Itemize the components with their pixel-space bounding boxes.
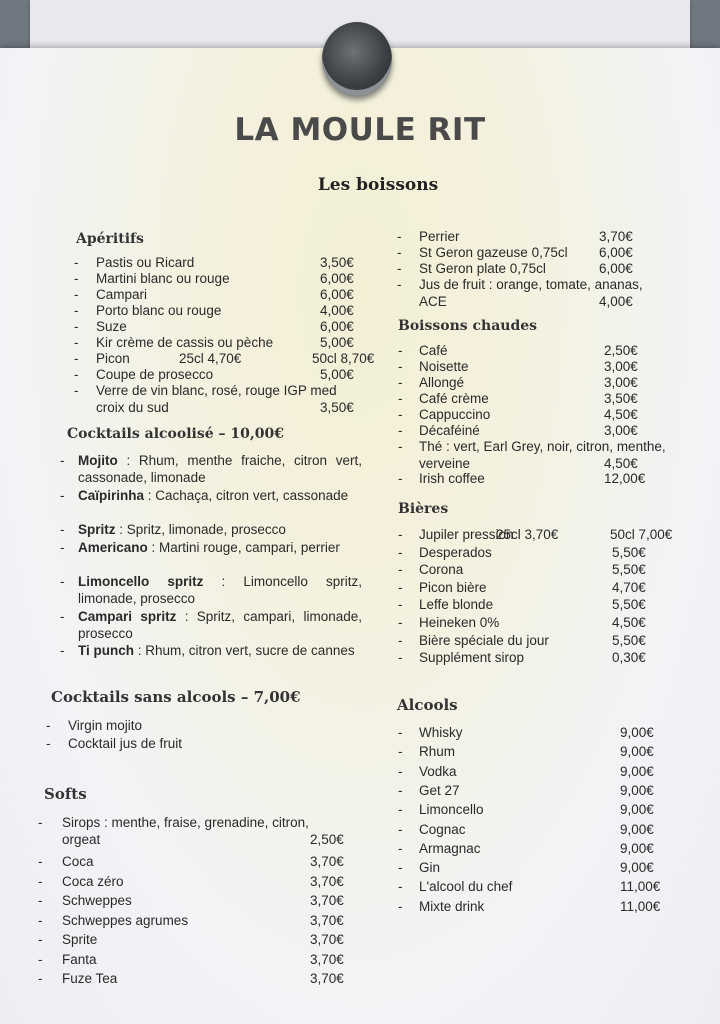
cocktail-ingredients: : Rhum, menthe fraiche, citron vert, cassonade, limonade <box>78 453 362 485</box>
item-price: 11,00€ <box>620 879 661 895</box>
item-name: Perrier <box>419 229 460 244</box>
dash: - <box>60 522 65 537</box>
item-name: Corona <box>419 562 464 578</box>
cocktail-ingredients: : Rhum, citron vert, sucre de cannes <box>134 643 355 658</box>
item-price: 9,00€ <box>620 821 654 837</box>
item-name: L'alcool du chef <box>419 879 513 895</box>
item-price: 6,00€ <box>320 287 354 302</box>
dash: - <box>398 802 403 818</box>
item-name-cont: croix du sud <box>96 400 169 415</box>
item-price: 50cl 7,00€ <box>610 527 673 542</box>
dash: - <box>38 971 43 986</box>
dash: - <box>398 840 403 856</box>
dash: - <box>60 487 65 503</box>
item-name: Desperados <box>419 544 492 560</box>
cocktail-text <box>78 539 362 556</box>
item-name: Coca <box>62 854 94 869</box>
item-name: Fuze Tea <box>62 971 118 986</box>
dash: - <box>398 471 403 486</box>
item-name: Café <box>419 343 448 358</box>
item-name: Cognac <box>419 821 466 837</box>
item-name: Supplément sirop <box>419 650 525 666</box>
item-name: Sirops : menthe, fraise, grenadine, citron, <box>62 815 309 830</box>
dash: - <box>398 597 403 613</box>
dash: - <box>74 351 79 366</box>
cocktail-name: Campari spritz <box>78 608 177 624</box>
item-price: 6,00€ <box>320 319 354 334</box>
dash: - <box>74 271 79 286</box>
dash: - <box>398 615 403 630</box>
dash: - <box>46 736 51 751</box>
item-name: Cocktail jus de fruit <box>68 736 183 751</box>
dash: - <box>46 718 51 733</box>
item-name: Schweppes agrumes <box>62 912 189 928</box>
dash: - <box>398 782 403 798</box>
dash: - <box>74 287 79 302</box>
dash: - <box>60 574 65 589</box>
item-name: Virgin mojito <box>68 718 143 733</box>
cocktail-name: Americano <box>78 539 148 555</box>
item-name: Décaféiné <box>419 423 480 438</box>
dash: - <box>398 343 403 358</box>
dash: - <box>397 245 402 260</box>
boissons-chaudes-heading: Boissons chaudes <box>398 318 538 334</box>
cocktail-text <box>78 608 362 642</box>
item-price: 3,70€ <box>310 971 344 986</box>
dash: - <box>398 744 403 760</box>
item-name: Fanta <box>62 951 97 967</box>
softs-heading: Softs <box>44 785 87 803</box>
dash: - <box>398 544 403 560</box>
cocktail-name: Limoncello spritz <box>78 574 204 589</box>
item-price: 9,00€ <box>620 782 654 798</box>
item-price: 2,50€ <box>604 343 638 358</box>
dash: - <box>398 879 403 895</box>
item-name: Picon bière <box>419 579 487 595</box>
item-name: Thé : vert, Earl Grey, noir, citron, menthe, <box>419 439 666 454</box>
item-price: 4,00€ <box>599 294 633 309</box>
dash: - <box>60 643 65 658</box>
item-price: 3,70€ <box>310 951 344 967</box>
dash: - <box>398 439 403 454</box>
item-price: 3,00€ <box>604 423 638 438</box>
item-price: 6,00€ <box>599 261 633 276</box>
item-name: Martini blanc ou rouge <box>96 271 230 286</box>
dash: - <box>398 821 403 837</box>
item-price: 2,50€ <box>310 832 344 847</box>
item-price-small: 25cl 4,70€ <box>179 351 242 366</box>
item-name: Noisette <box>419 359 469 374</box>
cocktail-text <box>78 452 362 486</box>
item-name: Verre de vin blanc, rosé, rouge IGP med <box>96 383 337 398</box>
dash: - <box>398 763 403 779</box>
item-price: 3,70€ <box>310 932 344 947</box>
item-price: 0,30€ <box>612 650 646 666</box>
dash: - <box>398 391 403 406</box>
item-price: 4,50€ <box>604 456 638 471</box>
item-price: 3,50€ <box>320 255 354 270</box>
dash: - <box>38 815 43 830</box>
item-name: Allongé <box>419 375 465 390</box>
item-price: 5,00€ <box>320 335 354 350</box>
magnet-icon <box>322 22 392 96</box>
item-price: 9,00€ <box>620 860 654 876</box>
item-name: Vodka <box>419 763 457 779</box>
item-name: Pastis ou Ricard <box>96 255 195 270</box>
dash: - <box>60 453 65 468</box>
item-price: 3,70€ <box>310 854 344 869</box>
dash: - <box>398 562 403 578</box>
item-price: 4,00€ <box>320 303 354 318</box>
item-name: St Geron plate 0,75cl <box>419 261 546 276</box>
cocktail-name: Spritz <box>78 522 116 537</box>
dash: - <box>398 359 403 374</box>
dash: - <box>398 423 403 438</box>
item-price: 3,00€ <box>604 359 638 374</box>
cocktail-ingredients: : Cachaça, citron vert, cassonade <box>144 487 349 503</box>
dash: - <box>74 367 79 382</box>
item-price: 6,00€ <box>320 271 354 286</box>
item-price: 4,70€ <box>612 579 646 595</box>
item-name: Campari <box>96 287 148 302</box>
item-price: 5,50€ <box>612 597 646 613</box>
item-price: 3,50€ <box>320 400 354 415</box>
item-price: 3,70€ <box>310 912 344 928</box>
item-name: Jupiler pression <box>419 527 514 542</box>
dash: - <box>398 527 403 542</box>
item-name: Rhum <box>419 744 456 760</box>
dash: - <box>60 539 65 555</box>
item-price: 5,50€ <box>612 544 646 560</box>
item-price: 6,00€ <box>599 245 633 260</box>
cocktail-ingredients: : Spritz, limonade, prosecco <box>115 522 286 537</box>
item-price: 5,50€ <box>612 632 646 648</box>
dash: - <box>60 608 65 624</box>
item-price: 9,00€ <box>620 802 654 818</box>
item-price: 3,70€ <box>310 873 344 889</box>
cocktail-text <box>78 487 362 504</box>
item-price: 5,00€ <box>320 367 354 382</box>
cocktail-text <box>78 573 362 607</box>
restaurant-name: LA MOULE RIT <box>234 112 486 148</box>
item-price: 4,50€ <box>612 615 646 630</box>
item-price: 9,00€ <box>620 725 654 740</box>
aperitifs-heading: Apéritifs <box>76 231 144 247</box>
item-price: 5,50€ <box>612 562 646 578</box>
item-price: 9,00€ <box>620 744 654 760</box>
item-price: 50cl 8,70€ <box>312 351 375 366</box>
item-name: Café crème <box>419 391 489 406</box>
item-name: Coca zéro <box>62 873 124 889</box>
dash: - <box>398 375 403 390</box>
item-name: Mixte drink <box>419 898 485 914</box>
cocktail-text <box>78 642 362 659</box>
cocktail-ingredients: : Limoncello spritz, limonade, prosecco <box>78 574 362 606</box>
item-name: Porto blanc ou rouge <box>96 303 222 318</box>
item-price: 9,00€ <box>620 763 654 779</box>
item-price: 9,00€ <box>620 840 654 856</box>
dash: - <box>398 725 403 740</box>
item-price: 4,50€ <box>604 407 638 422</box>
item-name: Picon <box>96 351 130 366</box>
item-name: St Geron gazeuse 0,75cl <box>419 245 568 260</box>
item-name: Bière spéciale du jour <box>419 632 549 648</box>
dash: - <box>398 632 403 648</box>
item-name: Whisky <box>419 725 463 740</box>
cocktails-sans-heading: Cocktails sans alcools – 7,00€ <box>51 688 301 706</box>
dash: - <box>74 255 79 270</box>
item-name: Leffe blonde <box>419 597 494 613</box>
alcools-heading: Alcools <box>397 696 458 714</box>
item-price: 3,50€ <box>604 391 638 406</box>
cocktail-name: Mojito <box>78 453 118 468</box>
item-name: Kir crème de cassis ou pèche <box>96 335 274 350</box>
dash: - <box>38 951 43 967</box>
dash: - <box>398 898 403 914</box>
cocktail-text <box>78 521 362 538</box>
item-name: Schweppes <box>62 893 132 908</box>
item-price-small: 25cl 3,70€ <box>496 527 559 542</box>
dash: - <box>398 579 403 595</box>
cocktail-ingredients: : Spritz, campari, limonade, prosecco <box>78 608 362 641</box>
item-price: 3,00€ <box>604 375 638 390</box>
dash: - <box>38 873 43 889</box>
item-price: 11,00€ <box>620 898 661 914</box>
item-name: Jus de fruit : orange, tomate, ananas, <box>419 277 643 292</box>
item-name: Gin <box>419 860 441 876</box>
dash: - <box>74 383 79 398</box>
dash: - <box>74 335 79 350</box>
dash: - <box>74 303 79 318</box>
dash: - <box>398 860 403 876</box>
item-name: Limoncello <box>419 802 484 818</box>
dash: - <box>397 277 402 292</box>
item-price: 3,70€ <box>599 229 633 244</box>
item-name: Get 27 <box>419 782 460 798</box>
item-name: Cappuccino <box>419 407 491 422</box>
item-price: 3,70€ <box>310 893 344 908</box>
dash: - <box>397 229 402 244</box>
item-name: Irish coffee <box>419 471 485 486</box>
cocktails-alcool-heading: Cocktails alcoolisé – 10,00€ <box>67 426 284 442</box>
item-name: Heineken 0% <box>419 615 500 630</box>
dash: - <box>38 854 43 869</box>
menu-title: Les boissons <box>317 175 439 195</box>
dash: - <box>397 261 402 276</box>
dash: - <box>38 912 43 928</box>
item-name: Armagnac <box>419 840 481 856</box>
dash: - <box>38 893 43 908</box>
item-price: 12,00€ <box>604 471 646 486</box>
cocktail-ingredients: : Martini rouge, campari, perrier <box>147 539 340 555</box>
item-name-cont: ACE <box>419 294 447 309</box>
item-name-cont: orgeat <box>62 832 101 847</box>
cocktail-name: Caïpirinha <box>78 487 145 503</box>
dash: - <box>74 319 79 334</box>
item-name: Sprite <box>62 932 98 947</box>
item-name-cont: verveine <box>419 456 471 471</box>
dash: - <box>398 650 403 666</box>
dash: - <box>38 932 43 947</box>
bieres-heading: Bières <box>398 501 449 517</box>
item-name: Coupe de prosecco <box>96 367 214 382</box>
cocktail-name: Ti punch <box>78 643 134 658</box>
item-name: Suze <box>96 319 127 334</box>
dash: - <box>398 407 403 422</box>
